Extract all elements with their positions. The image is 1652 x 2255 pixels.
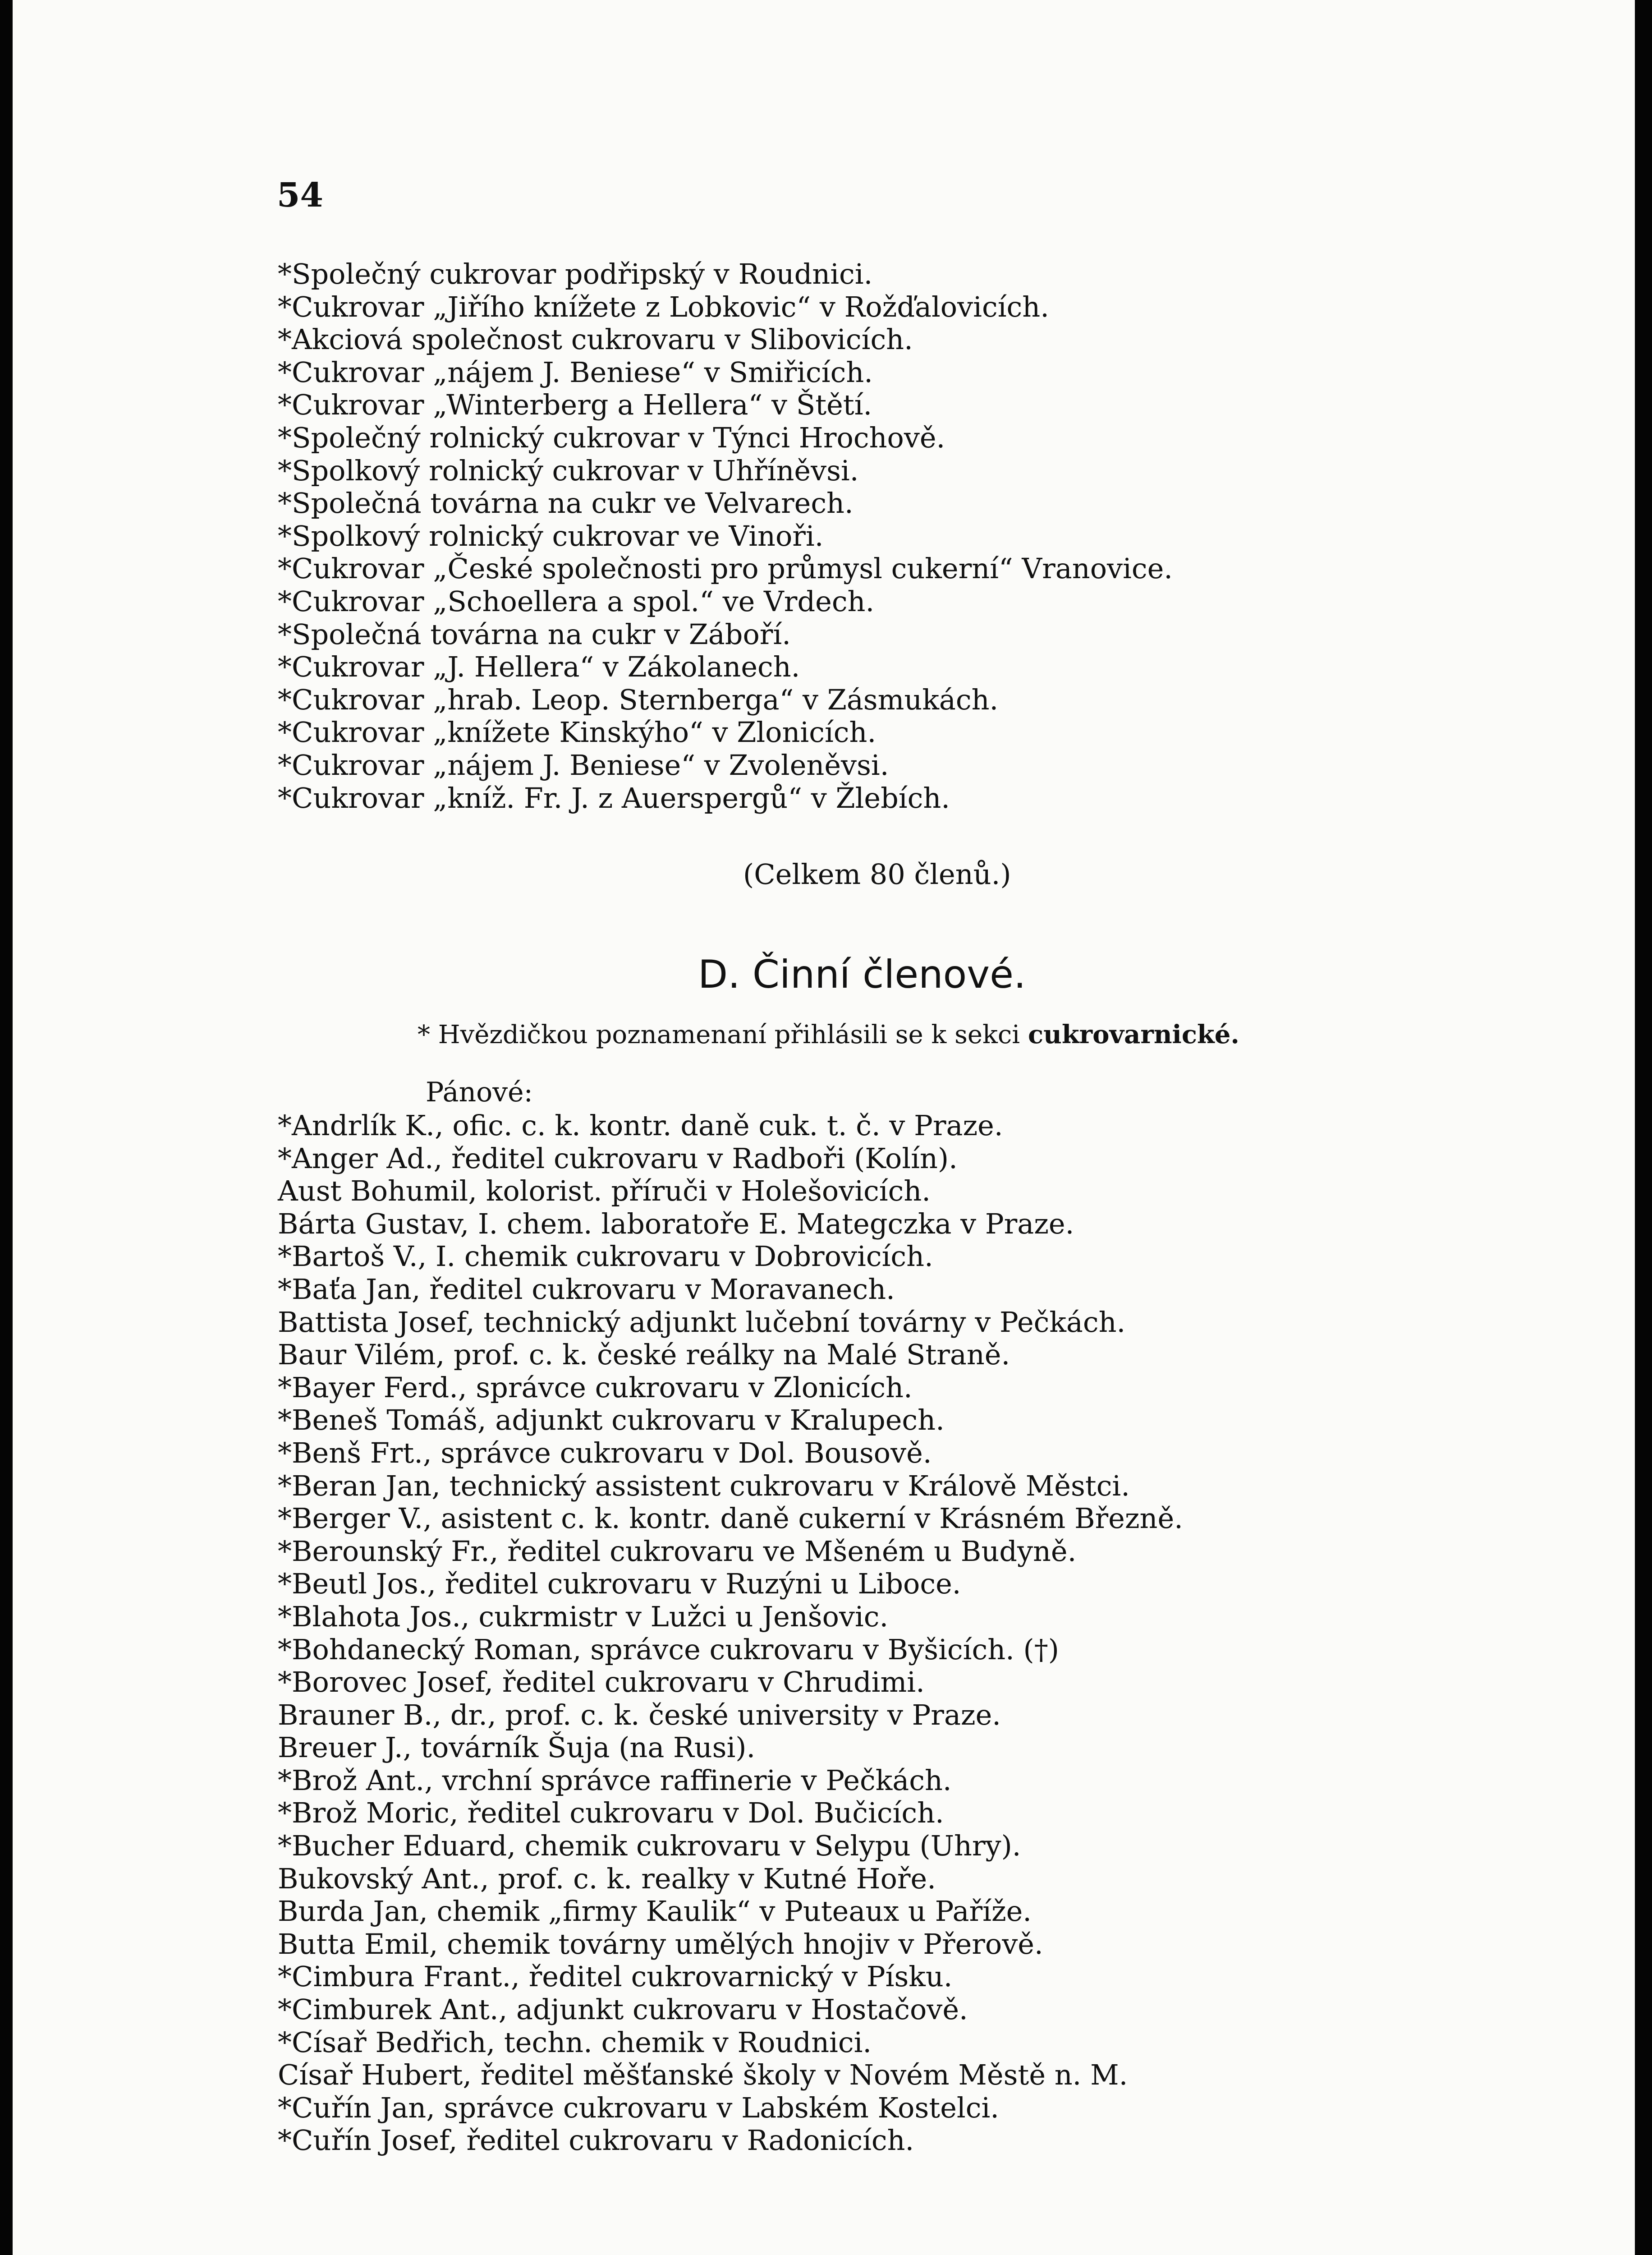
salutation: Pánové: <box>426 1077 533 1108</box>
section-heading: D. Činní členové. <box>698 952 1026 997</box>
member-total: (Celkem 80 členů.) <box>743 858 1011 891</box>
list-item: *Beutl Jos., ředitel cukrovaru v Ruzýni u Liboce. <box>278 1567 961 1601</box>
list-item: *Cukrovar „J. Hellera“ v Zákolanech. <box>278 650 800 684</box>
list-item: Butta Emil, chemik továrny umělých hnojiv v Přerově. <box>278 1927 1043 1960</box>
list-item: *Cimbura Frant., ředitel cukrovarnický v Písku. <box>278 1960 953 1993</box>
list-item: *Cuřín Josef, ředitel cukrovaru v Radonicích. <box>278 2124 914 2157</box>
list-item: *Cukrovar „Schoellera a spol.“ ve Vrdech. <box>278 584 875 618</box>
list-item: Breuer J., továrník Šuja (na Rusi). <box>278 1731 756 1764</box>
society-list <box>278 258 1173 815</box>
list-item: Bukovský Ant., prof. c. k. realky v Kutné Hoře. <box>278 1862 936 1895</box>
list-item: *Anger Ad., ředitel cukrovaru v Radboři (Kolín). <box>278 1141 958 1175</box>
list-item: *Borovec Josef, ředitel cukrovaru v Chrudimi. <box>278 1666 925 1699</box>
list-item: Brauner B., dr., prof. c. k. české university v Praze. <box>278 1698 1001 1731</box>
list-item: Burda Jan, chemik „firmy Kaulik“ v Puteaux u Paříže. <box>278 1895 1032 1928</box>
list-item: Baur Vilém, prof. c. k. české reálky na Malé Straně. <box>278 1338 1010 1371</box>
document-page <box>13 0 1635 2255</box>
list-item: Císař Hubert, ředitel měšťanské školy v Novém Městě n. M. <box>278 2058 1128 2092</box>
list-item: *Spolkový rolnický cukrovar ve Vinoři. <box>278 519 824 552</box>
list-item: *Cimburek Ant., adjunkt cukrovaru v Hostačově. <box>278 1993 968 2026</box>
asterisk-note <box>418 1022 1239 1048</box>
list-item: *Benš Frt., správce cukrovaru v Dol. Bousově. <box>278 1436 932 1469</box>
list-item: *Akciová společnost cukrovaru v Slibovicích. <box>278 323 913 356</box>
list-item: Aust Bohumil, kolorist. příruči v Holešovicích. <box>278 1174 931 1208</box>
list-item: *Cukrovar „kníž. Fr. J. z Auerspergů“ v Žlebích. <box>278 781 950 815</box>
page-number: 54 <box>277 176 323 215</box>
list-item: *Cukrovar „hrab. Leop. Sternberga“ v Zásmukách. <box>278 683 999 716</box>
list-item: *Beran Jan, technický assistent cukrovaru v Králově Městci. <box>278 1469 1130 1502</box>
list-item: *Cukrovar „knížete Kinskýho“ v Zlonicích. <box>278 716 876 749</box>
list-item: *Bohdanecký Roman, správce cukrovaru v Byšicích. (†) <box>278 1633 1059 1666</box>
list-item: *Společný cukrovar podřipský v Roudnici. <box>278 258 873 290</box>
list-item: *Cukrovar „nájem J. Beniese“ v Zvoleněvsi. <box>278 748 889 782</box>
list-item: *Spolkový rolnický cukrovar v Uhříněvsi. <box>278 454 859 487</box>
note-emphasis: cukrovarnické. <box>1028 1020 1239 1049</box>
list-item: *Berger V., asistent c. k. kontr. daně cukerní v Krásném Březně. <box>278 1502 1183 1535</box>
list-item: *Cukrovar „Jiřího knížete z Lobkovic“ v Rožďalovicích. <box>278 290 1049 323</box>
list-item: *Společná továrna na cukr ve Velvarech. <box>278 487 854 520</box>
list-item: *Cukrovar „nájem J. Beniese“ v Smiřicích. <box>278 355 873 389</box>
list-item: *Cuřín Jan, správce cukrovaru v Labském Kostelci. <box>278 2091 999 2124</box>
list-item: *Andrlík K., ofic. c. k. kontr. daně cuk. t. č. v Praze. <box>278 1109 1003 1142</box>
list-item: *Blahota Jos., cukrmistr v Lužci u Jenšovic. <box>278 1600 889 1633</box>
list-item: *Brož Moric, ředitel cukrovaru v Dol. Bučicích. <box>278 1796 944 1830</box>
list-item: *Cukrovar „České společnosti pro průmysl cukerní“ Vranovice. <box>278 552 1173 585</box>
list-item: *Brož Ant., vrchní správce raffinerie v Pečkách. <box>278 1763 952 1797</box>
list-item: *Císař Bedřich, techn. chemik v Roudnici. <box>278 2025 872 2059</box>
list-item: *Baťa Jan, ředitel cukrovaru v Moravanech. <box>278 1272 895 1306</box>
list-item: *Společný rolnický cukrovar v Týnci Hrochově. <box>278 421 945 454</box>
member-list <box>278 1109 1183 2157</box>
list-item: *Bayer Ferd., správce cukrovaru v Zlonicích. <box>278 1371 913 1404</box>
list-item: *Společná továrna na cukr v Záboří. <box>278 617 791 651</box>
list-item: Battista Josef, technický adjunkt lučební továrny v Pečkách. <box>278 1305 1126 1339</box>
list-item: *Cukrovar „Winterberg a Hellera“ v Štětí. <box>278 388 872 422</box>
note-text: * Hvězdičkou poznamenaní přihlásili se k sekci <box>418 1020 1020 1049</box>
list-item: Bárta Gustav, I. chem. laboratoře E. Mategczka v Praze. <box>278 1207 1074 1240</box>
list-item: *Beneš Tomáš, adjunkt cukrovaru v Kralupech. <box>278 1404 945 1437</box>
list-item: *Berounský Fr., ředitel cukrovaru ve Mšeném u Budyně. <box>278 1534 1077 1568</box>
list-item: *Bucher Eduard, chemik cukrovaru v Selypu (Uhry). <box>278 1829 1021 1863</box>
list-item: *Bartoš V., I. chemik cukrovaru v Dobrovicích. <box>278 1240 933 1273</box>
